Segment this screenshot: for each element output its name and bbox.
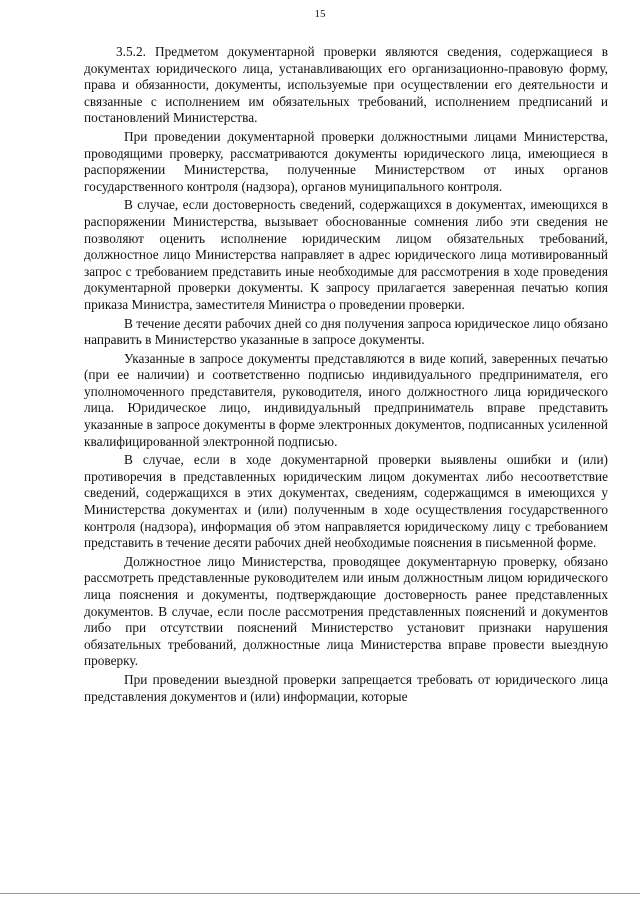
page-bottom-rule xyxy=(0,893,640,894)
page-number: 15 xyxy=(314,8,326,20)
paragraph: В случае, если в ходе документарной проверки выявлены ошибки и (или) противоречия в представленных юридическим лицом документах либо несоответствие сведений, содержащихся в этих документах, сведениям, содержащимся в имеющихся у Министерства документах и (или) полученным в ходе осуществления государственного контроля (надзора), информация об этом направляется юридическому лицу с требованием представить в течение десяти рабочих дней необходимые пояснения в письменной форме. xyxy=(84,452,608,551)
paragraph: Должностное лицо Министерства, проводящее документарную проверку, обязано рассмотреть представленные руководителем или иным должностным лицом юридического лица пояснения и документы, подтверждающие достоверность ранее представленных документов. В случае, если после рассмотрения представленных пояснений и документов либо при отсутствии пояснений Министерство установит признаки нарушения обязательных требований, должностные лица Министерства вправе провести выездную проверку. xyxy=(84,553,608,669)
paragraph: В случае, если достоверность сведений, содержащихся в документах, имеющихся в распоряжении Министерства, вызывает обоснованные сомнения либо эти сведения не позволяют оценить исполнение юридическим лицом обязательных требований, должностное лицо Министерства направляет в адрес юридического лица мотивированный запрос с требованием представить иные необходимые для рассмотрения в ходе проведения документарной проверки документы. К запросу прилагается заверенная печатью копия приказа Министра, заместителя Министра о проведении проверки. xyxy=(84,197,608,312)
paragraph: При проведении выездной проверки запрещается требовать от юридического лица представления документов и (или) информации, которые xyxy=(84,671,608,704)
paragraph-3-5-2: 3.5.2. Предметом документарной проверки являются сведения, содержащиеся в документах юридического лица, устанавливающих его организационно-правовую форму, права и обязанности, документы, используемые при осуществлении его деятельности и связанные с исполнением им обязательных требований, исполнением предписаний и постановлений Министерства. xyxy=(84,44,608,126)
document-body xyxy=(84,44,608,707)
paragraph: При проведении документарной проверки должностными лицами Министерства, проводящими проверку, рассматриваются документы юридического лица, имеющиеся в распоряжении Министерства, полученные Министерством от иных органов государственного контроля (надзора), органов муниципального контроля. xyxy=(84,128,608,194)
paragraph: Указанные в запросе документы представляются в виде копий, заверенных печатью (при ее наличии) и соответственно подписью индивидуального предпринимателя, его уполномоченного представителя, руководителя, иного должностного лица юридического лица. Юридическое лицо, индивидуальный предприниматель вправе представить указанные в запросе документы в форме электронных документов, подписанных усиленной квалифицированной электронной подписью. xyxy=(84,350,608,449)
paragraph: В течение десяти рабочих дней со дня получения запроса юридическое лицо обязано направить в Министерство указанные в запросе документы. xyxy=(84,315,608,348)
